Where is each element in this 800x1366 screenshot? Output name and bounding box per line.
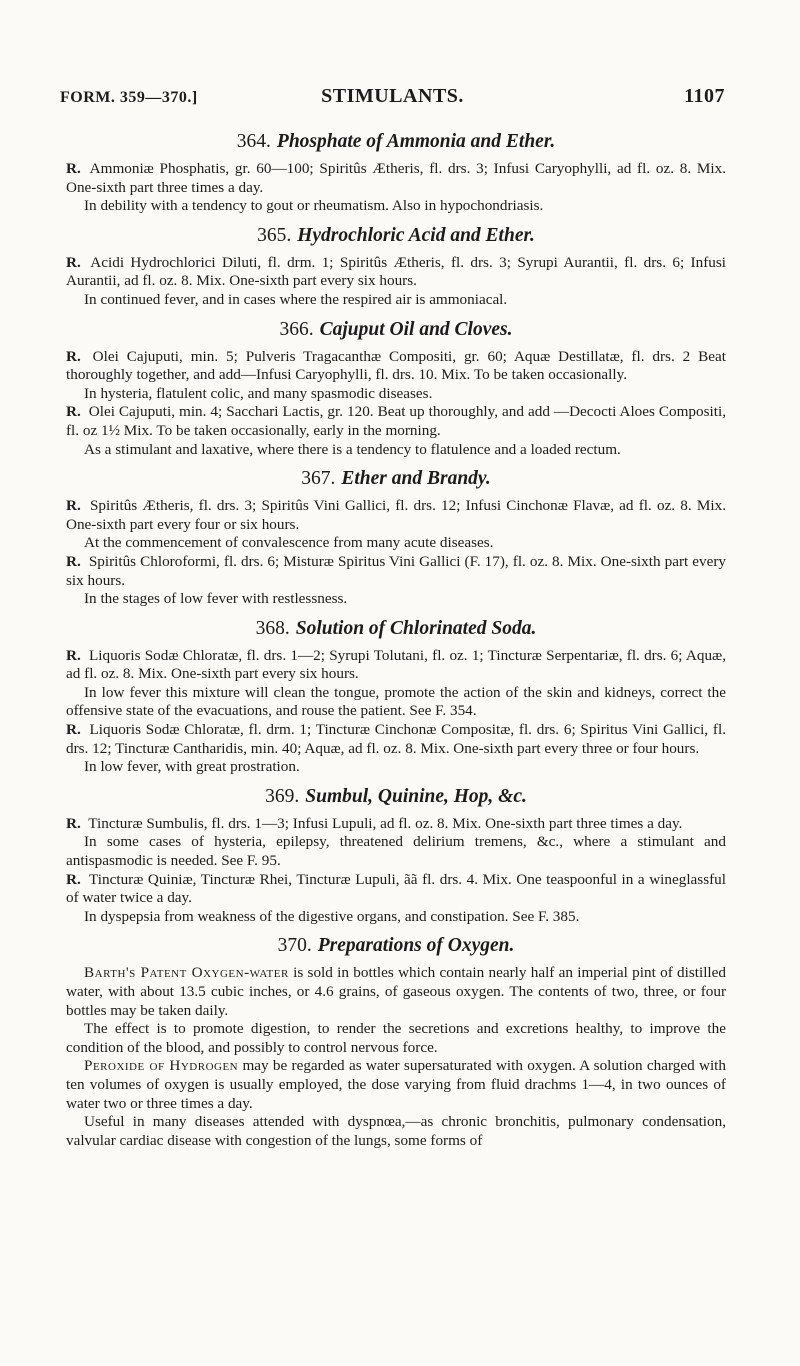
chapter-title: STIMULANTS.: [321, 85, 464, 107]
prescription: [66, 553, 726, 590]
indication: Useful in many diseases attended with dyspnœa,—as chronic bronchitis, pulmonary condensation, valvular cardiac disease with congestion of the lungs, some forms of: [66, 1113, 726, 1149]
section-title: [66, 318, 726, 342]
rx-symbol: R.: [66, 870, 81, 888]
paragraph-text: is sold in bottles which contain nearly half an imperial pint of distilled water, with about 13.5 cubic inches, or 4.6 grains, of gaseous oxygen. The contents of two, three, or four bottles may be taken daily.: [66, 964, 726, 1019]
section-gap: [66, 216, 726, 222]
indication: The effect is to promote digestion, to render the secretions and excretions healthy, to improve the condition of the blood, and possibly to control nervous force.: [66, 1020, 726, 1056]
rx-symbol: R.: [66, 253, 81, 271]
section-number: 368.: [255, 617, 290, 639]
lead-term: Barth's Patent Oxygen-water: [84, 964, 289, 982]
section-name: Solution of Chlorinated Soda.: [295, 617, 537, 639]
prescription: [66, 403, 726, 440]
paragraph-text: may be regarded as water supersaturated with oxygen. A solution charged with ten volumes of oxygen is usually employed, the dose varying from fluid drachms 1—4, in two ounces of water two or three times a day.: [66, 1057, 726, 1112]
prescription: [66, 497, 726, 534]
prescription-text: Olei Cajuputi, min. 4; Sacchari Lactis, gr. 120. Beat up thoroughly, and add —Decocti Aloes Compositi, fl. oz 1½ Mix. To be taken occasionally, early in the morning.: [66, 403, 726, 439]
paragraph: [66, 1057, 726, 1113]
section-gap: [66, 310, 726, 316]
section-title: [66, 617, 726, 641]
section-name: Sumbul, Quinine, Hop, &c.: [305, 785, 527, 807]
rx-symbol: R.: [66, 721, 81, 739]
rx-symbol: R.: [66, 552, 81, 570]
section-gap: [66, 926, 726, 932]
section-name: Phosphate of Ammonia and Ether.: [276, 131, 556, 152]
rx-symbol: R.: [66, 497, 81, 515]
section-number: 366.: [279, 318, 314, 340]
prescription: [66, 160, 726, 197]
section-name: Cajuput Oil and Cloves.: [319, 318, 513, 340]
running-header: [60, 85, 725, 111]
rx-symbol: R.: [66, 347, 81, 365]
prescription: [66, 254, 726, 291]
indication: In dyspepsia from weakness of the digestive organs, and constipation. See F. 385.: [84, 907, 580, 925]
rx-symbol: R.: [66, 814, 81, 832]
section-title: [66, 130, 726, 154]
section-title: [66, 934, 726, 958]
rx-symbol: R.: [66, 160, 81, 177]
indication: At the commencement of convalescence from many acute diseases.: [84, 534, 494, 552]
prescription-text: Tincturæ Sumbulis, fl. drs. 1—3; Infusi Lupuli, ad fl. oz. 8. Mix. One-sixth part three times a day.: [84, 814, 683, 832]
paragraph: [66, 964, 726, 1020]
page-body: [66, 128, 726, 1156]
indication: In the stages of low fever with restlessness.: [84, 590, 348, 608]
section-title: [66, 785, 726, 809]
indication: As a stimulant and laxative, where there is a tendency to flatulence and a loaded rectum.: [84, 440, 621, 458]
prescription-text: Liquoris Sodæ Chloratæ, fl. drs. 1—2; Syrupi Tolutani, fl. oz. 1; Tincturæ Serpentariæ, fl. drs. 6; Aquæ, ad fl. oz. 8. Mix. One-sixth part every six hours.: [66, 646, 726, 683]
section-number: 367.: [301, 468, 336, 490]
indication: In low fever this mixture will clean the tongue, promote the action of the skin and kidneys, correct the offensive state of the evacuations, and rouse the patient. See F. 354.: [66, 683, 726, 720]
indication: In some cases of hysteria, epilepsy, threatened delirium tremens, &c., where a stimulant and antispasmodic is needed. See F. 95.: [66, 833, 726, 870]
prescription-text: Spiritûs Chloroformi, fl. drs. 6; Misturæ Spiritus Vini Gallici (F. 17), fl. oz. 8. Mix. One-sixth part every six hours.: [66, 552, 726, 589]
section-name: Ether and Brandy.: [341, 468, 491, 490]
rx-symbol: R.: [66, 646, 81, 664]
section-name: Hydrochloric Acid and Ether.: [297, 224, 535, 246]
indication: In low fever, with great prostration.: [84, 758, 300, 776]
indication: In continued fever, and in cases where the respired air is ammoniacal.: [84, 290, 508, 308]
prescription: [66, 647, 726, 684]
section-number: 369.: [265, 785, 300, 807]
section-gap: [66, 609, 726, 615]
prescription-text: Tincturæ Quiniæ, Tincturæ Rhei, Tincturæ Lupuli, ãã fl. drs. 4. Mix. One teaspoonful in a wineglassful of water twice a day.: [66, 870, 726, 907]
page-number: 1107: [684, 85, 725, 107]
prescription: [66, 348, 726, 385]
prescription: [66, 721, 726, 758]
form-range: FORM. 359—370.]: [60, 89, 198, 106]
prescription-text: Liquoris Sodæ Chloratæ, fl. drm. 1; Tincturæ Cinchonæ Compositæ, fl. drs. 6; Spiritus Vini Gallici, fl. drs. 12; Tincturæ Cantharidis, min. 40; Aquæ, ad fl. oz. 8. Mix. One-sixth part every three or four hours.: [66, 721, 726, 757]
section-title: [66, 224, 726, 248]
indication: In hysteria, flatulent colic, and many spasmodic diseases.: [84, 384, 433, 402]
section-gap: [66, 777, 726, 783]
prescription: [66, 815, 726, 834]
prescription-text: Spiritûs Ætheris, fl. drs. 3; Spiritûs Vini Gallici, fl. drs. 12; Infusi Cinchonæ Flavæ, ad fl. oz. 8. Mix. One-sixth part every four or six hours.: [66, 497, 726, 533]
section-number: 365.: [257, 224, 292, 246]
section-gap: [66, 1150, 726, 1156]
section-number: 370.: [277, 935, 312, 957]
prescription: [66, 871, 726, 908]
section-name: Preparations of Oxygen.: [317, 935, 515, 957]
section-gap: [66, 459, 726, 465]
prescription-text: Acidi Hydrochlorici Diluti, fl. drm. 1; Spiritûs Ætheris, fl. drs. 3; Syrupi Aurantii, fl. drs. 6; Infusi Aurantii, ad fl. oz. 8. Mix. One-sixth part every six hours.: [66, 253, 726, 290]
section-title: [66, 467, 726, 491]
prescription-text: Ammoniæ Phosphatis, gr. 60—100; Spiritûs Ætheris, fl. drs. 3; Infusi Caryophylli, ad fl. oz. 8. Mix. One-sixth part three times a day.: [66, 160, 726, 196]
rx-symbol: R.: [66, 403, 81, 421]
lead-term: Peroxide of Hydrogen: [84, 1057, 239, 1075]
section-number: 364.: [236, 131, 271, 152]
prescription-text: Olei Cajuputi, min. 5; Pulveris Tragacanthæ Compositi, gr. 60; Aquæ Destillatæ, fl. drs. 2 Beat thoroughly together, and add—Infusi Caryophylli, fl. drs. 10. Mix. To be taken occasionally.: [66, 347, 726, 384]
indication: In debility with a tendency to gout or rheumatism. Also in hypochondriasis.: [84, 197, 544, 215]
